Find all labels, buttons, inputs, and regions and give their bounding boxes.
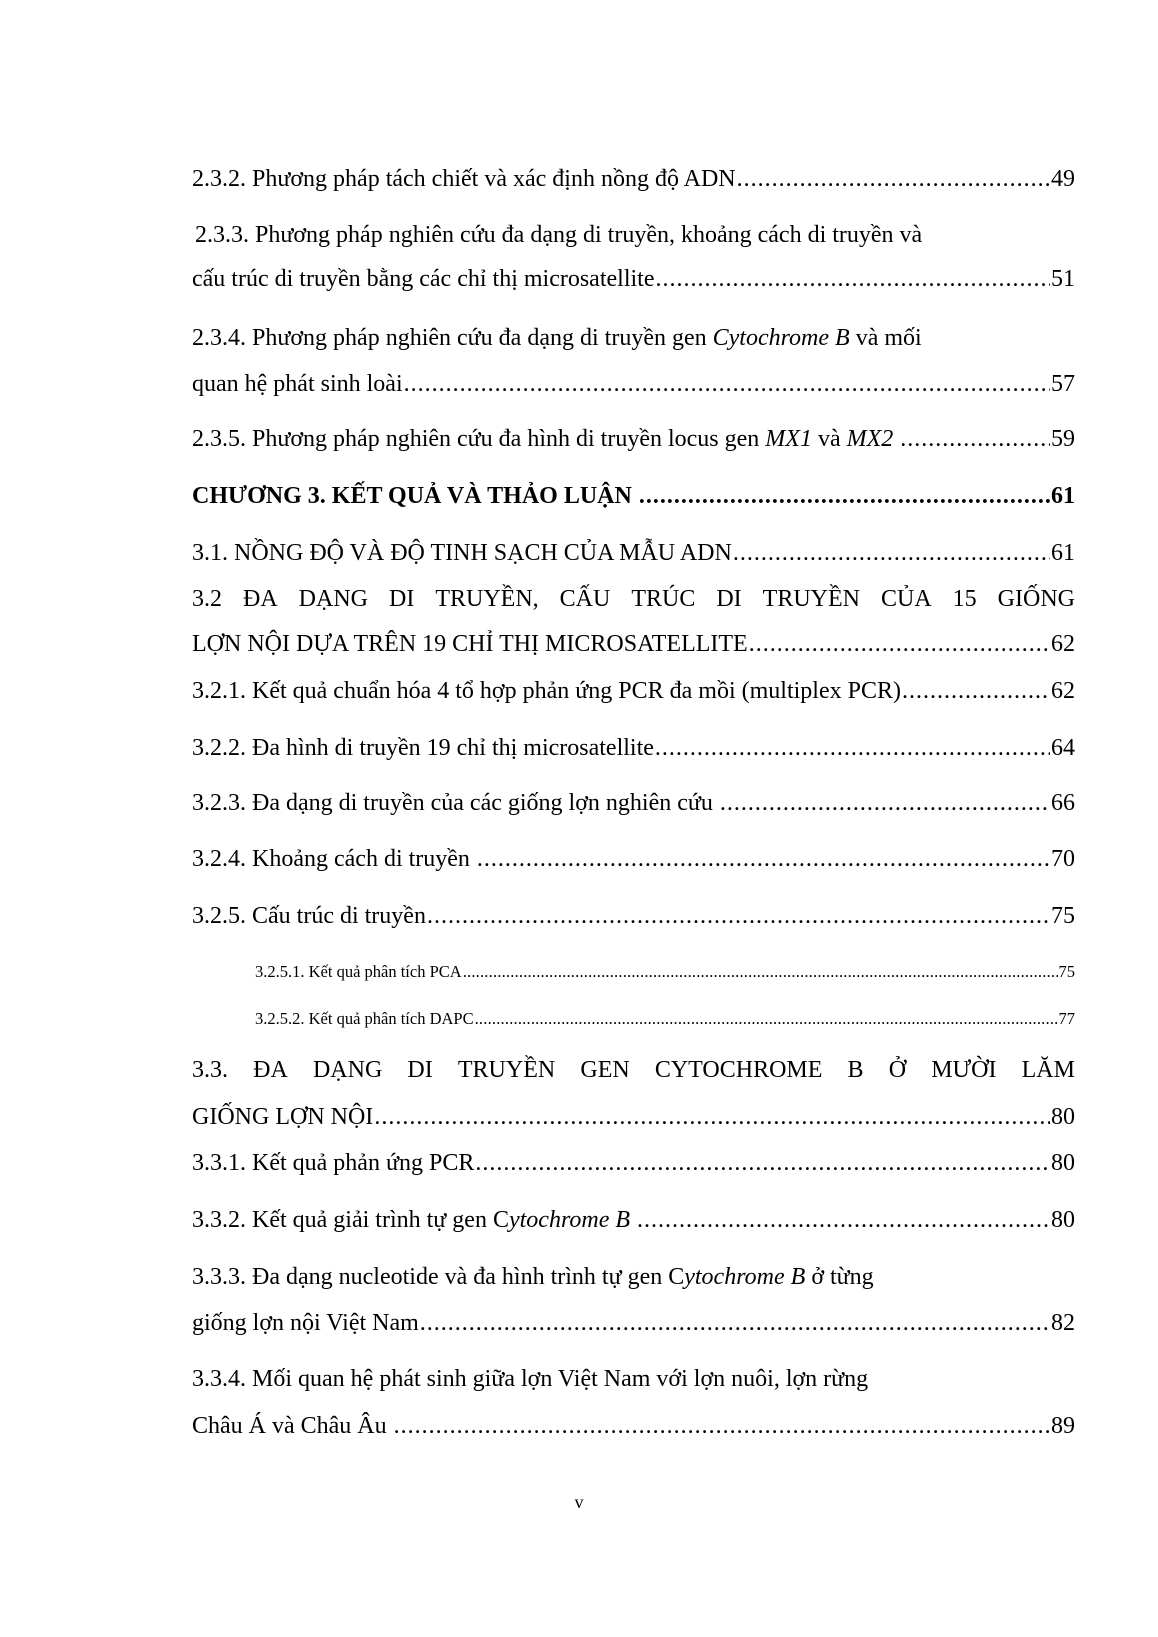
toc-entry-2-3-3[interactable] — [192, 262, 1075, 296]
toc-entry-3-2-4[interactable] — [192, 842, 1075, 876]
dot-leader — [720, 786, 1050, 820]
dot-leader — [475, 1006, 1058, 1032]
gene-name-mx1: MX1 — [765, 426, 812, 452]
toc-page-number: 62 — [1051, 678, 1075, 704]
toc-entry-title: 3.2.5.2. Kết quả phân tích DAPC — [255, 1009, 474, 1028]
gene-name: ytochrome B — [508, 1207, 631, 1233]
dot-leader — [477, 842, 1050, 876]
title-word: GEN — [580, 1057, 630, 1083]
toc-entry-2-3-4-line1[interactable] — [192, 321, 1075, 355]
title-word: TRUYỀN, — [435, 586, 539, 612]
toc-entry-3-2-3[interactable] — [192, 786, 1075, 820]
title-word: DI — [716, 586, 742, 612]
toc-entry-title-cont: giống lợn nội Việt Nam — [192, 1310, 419, 1336]
dot-leader — [655, 262, 1050, 296]
dot-leader — [900, 422, 1050, 456]
toc-entry-title-cont: cấu trúc di truyền bằng các chỉ thị microsatellite — [192, 266, 655, 292]
toc-entry-title: 3.1. NỒNG ĐỘ VÀ ĐỘ TINH SẠCH CỦA MẪU ADN — [192, 540, 732, 566]
toc-entry-title: 3.2.2. Đa hình di truyền 19 chỉ thị microsatellite — [192, 735, 654, 761]
title-word: CỦA — [881, 586, 932, 612]
dot-leader — [420, 1306, 1050, 1340]
toc-page-number: 70 — [1051, 846, 1075, 872]
toc-page-number: 61 — [1051, 540, 1075, 566]
toc-entry-3-3-4-line1[interactable] — [192, 1362, 1075, 1396]
title-word: ĐA — [253, 1057, 288, 1083]
title-word: TRÚC — [631, 586, 696, 612]
toc-entry-title: 3.2.5. Cấu trúc di truyền — [192, 903, 426, 929]
toc-page-number: 49 — [1051, 166, 1075, 192]
toc-entry-title: 3.3.4. Mối quan hệ phát sinh giữa lợn Việt Nam với lợn nuôi, lợn rừng — [192, 1366, 869, 1392]
toc-entry-2-3-2[interactable] — [192, 162, 1075, 196]
title-word: LĂM — [1021, 1057, 1075, 1083]
dot-leader — [427, 899, 1050, 933]
toc-page-number: 62 — [1051, 631, 1075, 657]
toc-page-number: 75 — [1058, 962, 1075, 981]
toc-entry-2-3-5[interactable] — [192, 422, 1075, 456]
toc-chapter-3[interactable] — [192, 479, 1075, 513]
title-word: DI — [407, 1057, 433, 1083]
toc-entry-title-tail: và mối — [849, 325, 922, 351]
toc-entry-3-3-line1[interactable] — [192, 1053, 1075, 1087]
toc-page-number: 51 — [1051, 266, 1075, 292]
toc-page-number: 59 — [1051, 426, 1075, 452]
toc-entry-3-2[interactable] — [192, 627, 1075, 661]
toc-page-number: 77 — [1058, 1009, 1075, 1028]
toc-page-number: 66 — [1051, 790, 1075, 816]
dot-leader — [737, 162, 1050, 196]
toc-page-number: 61 — [1051, 483, 1075, 509]
dot-leader — [655, 731, 1050, 765]
toc-page-number: 80 — [1051, 1104, 1075, 1130]
gene-name: Cytochrome B — [712, 325, 850, 351]
title-word: CYTOCHROME — [654, 1057, 823, 1083]
toc-entry-title: 3.2.4. Khoảng cách di truyền — [192, 846, 476, 872]
title-part — [893, 426, 899, 452]
toc-entry-title: 2.3.3. Phương pháp nghiên cứu đa dạng di truyền, khoảng cách di truyền và — [195, 222, 923, 248]
toc-entry-title: 3.2.5.1. Kết quả phân tích PCA — [255, 962, 462, 981]
title-word: DẠNG — [298, 586, 368, 612]
toc-entry-3-3-4[interactable] — [192, 1409, 1075, 1443]
toc-page-number: 82 — [1051, 1310, 1075, 1336]
title-part — [630, 1207, 636, 1233]
toc-entry-2-3-3-line1[interactable] — [195, 218, 1078, 252]
toc-entry-3-3-1[interactable] — [192, 1146, 1075, 1180]
dot-leader — [637, 1203, 1050, 1237]
toc-entry-3-2-5-1[interactable] — [255, 959, 1075, 985]
title-word: GIỐNG — [997, 586, 1075, 612]
toc-page-number: 57 — [1051, 371, 1075, 397]
title-part: 2.3.5. Phương pháp nghiên cứu đa hình di truyền locus gen — [192, 426, 766, 452]
toc-entry-3-2-2[interactable] — [192, 731, 1075, 765]
toc-entry-3-2-1[interactable] — [192, 674, 1075, 708]
title-word: MƯỜI — [931, 1057, 997, 1083]
dot-leader — [639, 479, 1050, 513]
toc-entry-3-2-5-2[interactable] — [255, 1006, 1075, 1032]
toc-entry-title: 3.2.1. Kết quả chuẩn hóa 4 tổ hợp phản ứng PCR đa mồi (multiplex PCR) — [192, 678, 901, 704]
toc-entry-title: 2.3.2. Phương pháp tách chiết và xác định nồng độ ADN — [192, 166, 736, 192]
dot-leader — [733, 536, 1050, 570]
toc-entry-title: 3.3.1. Kết quả phản ứng PCR — [192, 1150, 475, 1176]
toc-entry-2-3-4[interactable] — [192, 367, 1075, 401]
title-word: TRUYỀN — [762, 586, 860, 612]
dot-leader — [394, 1409, 1050, 1443]
dot-leader — [463, 959, 1058, 985]
title-word: DI — [389, 586, 415, 612]
dot-leader — [404, 367, 1050, 401]
toc-entry-3-3-3-line1[interactable] — [192, 1260, 1075, 1294]
dot-leader — [749, 627, 1050, 661]
gene-name: ytochrome B — [684, 1264, 806, 1290]
page-number-footer: v — [574, 1492, 584, 1512]
title-part: 3.3.2. Kết quả giải trình tự gen C — [192, 1207, 509, 1233]
title-word: CẤU — [559, 586, 611, 612]
toc-entry-title: 2.3.4. Phương pháp nghiên cứu đa dạng di truyền gen — [192, 325, 713, 351]
toc-entry-3-3[interactable] — [192, 1100, 1075, 1134]
toc-entry-title-cont: Châu Á và Châu Âu — [192, 1413, 393, 1439]
title-word: DẠNG — [312, 1057, 383, 1083]
title-word: ĐA — [243, 586, 278, 612]
chapter-title: CHƯƠNG 3. KẾT QUẢ VÀ THẢO LUẬN — [192, 483, 638, 509]
title-word: B — [847, 1057, 864, 1083]
toc-entry-3-2-line1[interactable] — [192, 582, 1075, 616]
toc-page-number: 75 — [1051, 903, 1075, 929]
toc-entry-title-cont: quan hệ phát sinh loài — [192, 371, 403, 397]
toc-entry-title: 3.3.3. Đa dạng nucleotide và đa hình trình tự gen C — [192, 1264, 685, 1290]
toc-entry-3-3-3[interactable] — [192, 1306, 1075, 1340]
title-word: 3.3. — [192, 1057, 228, 1083]
dot-leader — [475, 1146, 1050, 1180]
toc-entry-title — [192, 422, 899, 456]
toc-entry-title: 3.2.3. Đa dạng di truyền của các giống lợn nghiên cứu — [192, 790, 719, 816]
toc-page-number: 64 — [1051, 735, 1075, 761]
toc-entry-3-1[interactable] — [192, 536, 1075, 570]
title-word: TRUYỀN — [457, 1057, 556, 1083]
gene-name-mx2: MX2 — [846, 426, 894, 452]
title-word: 15 — [952, 586, 977, 612]
toc-entry-3-3-2[interactable] — [192, 1203, 1075, 1237]
toc-page-number: 89 — [1051, 1413, 1075, 1439]
toc-entry-title — [192, 1203, 636, 1237]
toc-page-number: 80 — [1051, 1207, 1075, 1233]
toc-entry-title-cont: LỢN NỘI DỰA TRÊN 19 CHỈ THỊ MICROSATELLITE — [192, 631, 748, 657]
title-word: 3.2 — [192, 586, 222, 612]
title-part: và — [811, 426, 847, 452]
dot-leader — [374, 1100, 1050, 1134]
toc-entry-title-tail: ở từng — [805, 1264, 874, 1290]
dot-leader — [902, 674, 1050, 708]
toc-page-number: 80 — [1051, 1150, 1075, 1176]
title-word: Ở — [888, 1057, 907, 1083]
toc-entry-title-cont: GIỐNG LỢN NỘI — [192, 1104, 374, 1130]
toc-entry-3-2-5[interactable] — [192, 899, 1075, 933]
